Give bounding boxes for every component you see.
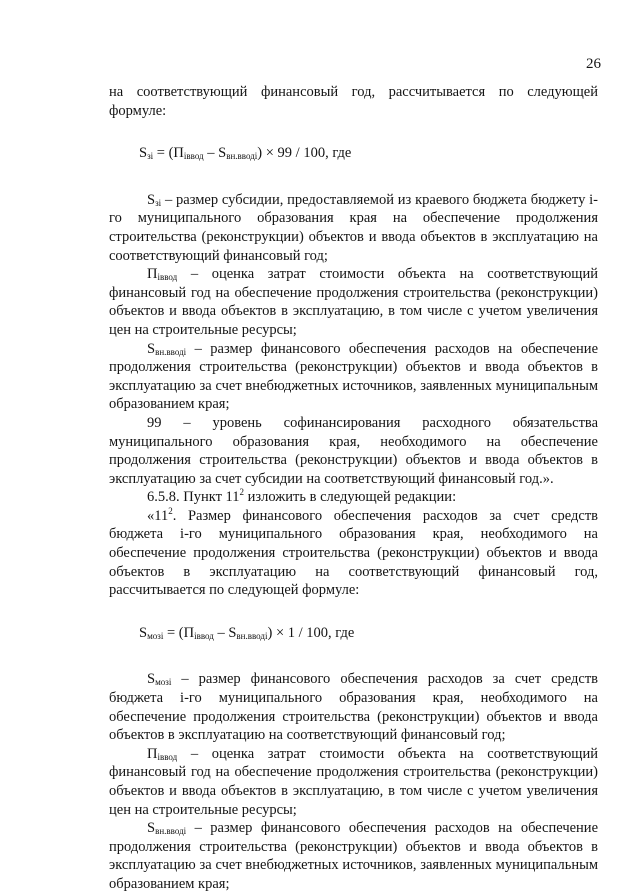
page-number: 26 — [586, 56, 601, 72]
item-6-5-8 — [109, 488, 598, 507]
formula-term: = (П — [153, 145, 184, 162]
definition-s-mozi — [109, 670, 598, 744]
definition-s-vnvvodi-2 — [109, 819, 598, 893]
definition-p-ivvod-2 — [109, 745, 598, 819]
definition-symbol: S — [147, 340, 156, 357]
quoted-clause — [109, 507, 598, 600]
definition-symbol: П — [147, 745, 158, 762]
definition-text: – размер субсидии, предоставляемой из краевого бюджета бюджету i-го муниципального образования края на обеспечение продолжения строительства (реконструкции) объектов и ввода объектов в эксплуатацию на соответствующий финансовый год; — [109, 191, 598, 264]
formula-term: – S — [213, 624, 237, 641]
definition-subscript: вн.вводi — [155, 346, 187, 357]
clause-superscript: 2 — [168, 505, 173, 516]
formula-subscript: iввод — [194, 630, 214, 641]
formula-subscript: зi — [147, 151, 154, 162]
definition-text: – размер финансового обеспечения расходов на обеспечение продолжения строительства (реконструкции) объектов и ввода объектов в эксплуатацию за счет внебюджетных источников, заявленных муниципальным образованием края; — [109, 340, 598, 413]
definition-symbol: П — [147, 266, 158, 283]
formula-term: S — [139, 145, 148, 162]
definition-text: – размер финансового обеспечения расходов за счет средств бюджета i-го муниципального образования края, необходимого на обеспечение продолжения строительства (реконструкции) объектов и ввода объектов в эксплуатацию на соответствующий финансовый год; — [109, 671, 598, 744]
intro-paragraph: на соответствующий финансовый год, рассчитывается по следующей формуле: — [109, 84, 598, 119]
definition-99: 99 – уровень софинансирования расходного обязательства муниципального образования края, необходимого на обеспечение продолжения строительства (реконструкции) объектов и ввода объектов в эксплуатацию за счет субсидии на соответствующий финансовый год.». — [109, 414, 598, 487]
formula-term: = (П — [163, 624, 195, 641]
definition-s-zi — [109, 191, 598, 265]
formula-subsidy — [139, 144, 598, 163]
formula-subscript: iввод — [183, 151, 204, 162]
definition-p-ivvod — [109, 265, 598, 339]
item-text: 6.5.8. Пункт 11 — [147, 489, 240, 506]
definition-s-vnvvodi — [109, 340, 598, 414]
definition-text: – оценка затрат стоимости объекта на соответствующий финансовый год на обеспечение продолжения строительства (реконструкции) объектов и ввода объектов в эксплуатацию, в том числе с учетом увеличения цен на строительные ресурсы; — [109, 745, 598, 818]
formula-term: ) × 99 / 100, где — [257, 145, 352, 162]
formula-term: S — [139, 624, 148, 641]
formula-term: – S — [203, 145, 227, 162]
item-superscript: 2 — [239, 487, 245, 498]
definition-subscript: iввод — [157, 272, 178, 283]
formula-subscript: вн.вводi — [226, 151, 258, 162]
definition-symbol: S — [147, 191, 156, 208]
item-text: изложить в следующей редакции: — [244, 489, 457, 506]
formula-subscript: мозi — [147, 630, 164, 641]
definition-subscript: зi — [155, 197, 162, 208]
formula-subscript: вн.вводi — [236, 630, 268, 641]
definition-text: – размер финансового обеспечения расходов на обеспечение продолжения строительства (реконструкции) объектов и ввода объектов в эксплуатацию за счет внебюджетных источников, заявленных муниципальным образованием края; — [109, 820, 598, 892]
clause-number: «11 — [147, 507, 169, 524]
definition-text: – оценка затрат стоимости объекта на соответствующий финансовый год на обеспечение продолжения строительства (реконструкции) объектов и ввода объектов в эксплуатацию, в том числе с учетом увеличения цен на строительные ресурсы; — [109, 266, 598, 338]
document-body — [109, 83, 598, 894]
definition-symbol: S — [147, 671, 156, 688]
formula-municipal — [139, 624, 598, 643]
definition-subscript: iввод — [157, 751, 178, 762]
clause-text: . Размер финансового обеспечения расходов за счет средств бюджета i-го муниципального образования края, необходимого на обеспечение продолжения строительства (реконструкции) объектов и ввода объектов в эксплуатацию на соответствующий финансовый год, рассчитывается по следующей формуле: — [109, 507, 598, 599]
definition-subscript: вн.вводi — [155, 826, 187, 837]
formula-term: ) × 1 / 100, где — [267, 624, 355, 641]
definition-subscript: мозi — [155, 677, 172, 688]
definition-symbol: S — [147, 820, 156, 837]
